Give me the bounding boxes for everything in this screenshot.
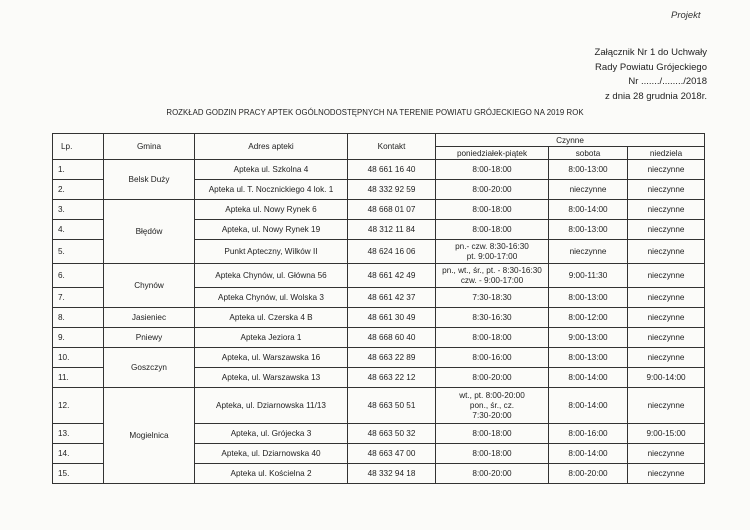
header-gmina: Gmina	[104, 134, 195, 160]
cell-lp: 14.	[53, 444, 104, 464]
cell-gmina: Belsk Duży	[104, 160, 195, 200]
table-row	[53, 200, 705, 220]
cell-weekday: 8:00-18:00	[436, 200, 549, 220]
cell-kontakt: 48 663 50 32	[348, 424, 436, 444]
cell-sunday: nieczynne	[628, 264, 705, 288]
cell-weekday	[436, 264, 549, 288]
table-header-row	[53, 134, 705, 147]
header-adres: Adres apteki	[195, 134, 348, 160]
cell-adres: Apteka ul. Nowy Rynek 6	[195, 200, 348, 220]
cell-gmina: Mogielnica	[104, 388, 195, 484]
cell-lp: 13.	[53, 424, 104, 444]
weekday-line: pt. 9:00-17:00	[466, 251, 518, 261]
cell-sunday: nieczynne	[628, 464, 705, 484]
cell-weekday: 8:00-18:00	[436, 444, 549, 464]
cell-weekday	[436, 240, 549, 264]
cell-saturday: 9:00-11:30	[549, 264, 628, 288]
cell-kontakt: 48 668 60 40	[348, 328, 436, 348]
cell-sunday: nieczynne	[628, 180, 705, 200]
annex-line: Rady Powiatu Grójeckiego	[595, 61, 707, 73]
cell-sunday: nieczynne	[628, 388, 705, 424]
cell-lp: 6.	[53, 264, 104, 288]
cell-adres: Apteka ul. Kościelna 2	[195, 464, 348, 484]
annex-line: Załącznik Nr 1 do Uchwały	[594, 47, 707, 58]
weekday-line: 7:30-20:00	[472, 410, 512, 420]
cell-sunday: nieczynne	[628, 220, 705, 240]
cell-kontakt: 48 663 47 00	[348, 444, 436, 464]
cell-lp: 9.	[53, 328, 104, 348]
cell-adres: Apteka Jeziora 1	[195, 328, 348, 348]
cell-saturday: 9:00-13:00	[549, 328, 628, 348]
cell-lp: 4.	[53, 220, 104, 240]
weekday-line: czw. - 9:00-17:00	[460, 275, 524, 285]
cell-lp: 15.	[53, 464, 104, 484]
cell-sunday: 9:00-14:00	[628, 368, 705, 388]
cell-adres: Apteka ul. Szkolna 4	[195, 160, 348, 180]
cell-adres: Apteka, ul. Warszawska 13	[195, 368, 348, 388]
cell-weekday: 8:00-20:00	[436, 180, 549, 200]
table-row	[53, 348, 705, 368]
cell-lp: 11.	[53, 368, 104, 388]
cell-kontakt: 48 661 30 49	[348, 308, 436, 328]
cell-saturday: 8:00-12:00	[549, 308, 628, 328]
annex-line: Nr ......./......../2018	[628, 76, 707, 87]
cell-kontakt: 48 663 50 51	[348, 388, 436, 424]
cell-saturday: nieczynne	[549, 240, 628, 264]
cell-sunday: nieczynne	[628, 240, 705, 264]
cell-saturday: 8:00-14:00	[549, 200, 628, 220]
cell-adres: Apteka, ul. Dziarnowska 40	[195, 444, 348, 464]
header-lp: Lp.	[53, 134, 104, 160]
cell-weekday: 8:00-18:00	[436, 328, 549, 348]
cell-adres: Apteka, ul. Dziarnowska 11/13	[195, 388, 348, 424]
table-row	[53, 264, 705, 288]
cell-saturday: 8:00-16:00	[549, 424, 628, 444]
projekt-label: Projekt	[671, 10, 701, 21]
weekday-line: pn., wt., śr., pt. - 8:30-16:30	[442, 265, 542, 275]
header-saturday: sobota	[549, 147, 628, 160]
cell-adres: Apteka, ul. Nowy Rynek 19	[195, 220, 348, 240]
pharmacy-schedule-table	[52, 133, 705, 484]
cell-kontakt: 48 332 92 59	[348, 180, 436, 200]
cell-saturday: nieczynne	[549, 180, 628, 200]
document-title: ROZKŁAD GODZIN PRACY APTEK OGÓLNODOSTĘPNYCH NA TERENIE POWIATU GRÓJECKIEGO NA 2019 ROK	[166, 108, 584, 117]
header-czynne: Czynne	[436, 134, 705, 147]
header-weekday: poniedziałek-piątek	[436, 147, 549, 160]
cell-weekday: 8:00-18:00	[436, 424, 549, 444]
header-sunday: niedziela	[628, 147, 705, 160]
cell-sunday: nieczynne	[628, 200, 705, 220]
cell-weekday: 8:30-16:30	[436, 308, 549, 328]
cell-weekday: 7:30-18:30	[436, 288, 549, 308]
cell-adres: Apteka, ul. Warszawska 16	[195, 348, 348, 368]
cell-weekday: 8:00-20:00	[436, 368, 549, 388]
table-row	[53, 328, 705, 348]
cell-weekday: 8:00-18:00	[436, 160, 549, 180]
table-row	[53, 388, 705, 424]
cell-gmina: Błędów	[104, 200, 195, 264]
cell-sunday: nieczynne	[628, 444, 705, 464]
cell-kontakt: 48 624 16 06	[348, 240, 436, 264]
annex-line: z dnia 28 grudnia 2018r.	[605, 90, 707, 102]
cell-lp: 3.	[53, 200, 104, 220]
cell-weekday: 8:00-18:00	[436, 220, 549, 240]
cell-adres: Apteka ul. Czerska 4 B	[195, 308, 348, 328]
cell-gmina: Jasieniec	[104, 308, 195, 328]
cell-weekday: 8:00-16:00	[436, 348, 549, 368]
cell-kontakt: 48 661 42 49	[348, 264, 436, 288]
cell-kontakt: 48 661 42 37	[348, 288, 436, 308]
cell-saturday: 8:00-14:00	[549, 444, 628, 464]
cell-saturday: 8:00-14:00	[549, 388, 628, 424]
cell-saturday: 8:00-13:00	[549, 220, 628, 240]
cell-kontakt: 48 332 94 18	[348, 464, 436, 484]
cell-weekday	[436, 388, 549, 424]
cell-saturday: 8:00-14:00	[549, 368, 628, 388]
header-kontakt: Kontakt	[348, 134, 436, 160]
cell-gmina: Chynów	[104, 264, 195, 308]
weekday-line: pn.- czw. 8:30-16:30	[455, 241, 529, 251]
cell-lp: 2.	[53, 180, 104, 200]
annex-reference	[595, 46, 707, 104]
cell-kontakt: 48 668 01 07	[348, 200, 436, 220]
cell-sunday: 9:00-15:00	[628, 424, 705, 444]
cell-lp: 7.	[53, 288, 104, 308]
table-row	[53, 160, 705, 180]
weekday-line: wt., pt. 8:00-20:00	[459, 390, 525, 400]
cell-lp: 12.	[53, 388, 104, 424]
cell-lp: 1.	[53, 160, 104, 180]
cell-kontakt: 48 312 11 84	[348, 220, 436, 240]
cell-adres: Apteka Chynów, ul. Wolska 3	[195, 288, 348, 308]
cell-saturday: 8:00-13:00	[549, 160, 628, 180]
cell-sunday: nieczynne	[628, 288, 705, 308]
cell-lp: 5.	[53, 240, 104, 264]
table-row	[53, 308, 705, 328]
table-body	[53, 160, 705, 484]
cell-saturday: 8:00-20:00	[549, 464, 628, 484]
cell-adres: Apteka ul. T. Nocznickiego 4 lok. 1	[195, 180, 348, 200]
cell-adres: Punkt Apteczny, Wilków II	[195, 240, 348, 264]
cell-adres: Apteka Chynów, ul. Główna 56	[195, 264, 348, 288]
cell-sunday: nieczynne	[628, 328, 705, 348]
cell-kontakt: 48 663 22 12	[348, 368, 436, 388]
cell-saturday: 8:00-13:00	[549, 348, 628, 368]
cell-weekday: 8:00-20:00	[436, 464, 549, 484]
cell-sunday: nieczynne	[628, 348, 705, 368]
cell-lp: 8.	[53, 308, 104, 328]
cell-sunday: nieczynne	[628, 308, 705, 328]
cell-saturday: 8:00-13:00	[549, 288, 628, 308]
cell-lp: 10.	[53, 348, 104, 368]
cell-gmina: Pniewy	[104, 328, 195, 348]
cell-adres: Apteka, ul. Grójecka 3	[195, 424, 348, 444]
cell-sunday: nieczynne	[628, 160, 705, 180]
cell-kontakt: 48 663 22 89	[348, 348, 436, 368]
cell-gmina: Goszczyn	[104, 348, 195, 388]
weekday-line: pon., śr., cz.	[469, 400, 515, 410]
cell-kontakt: 48 661 16 40	[348, 160, 436, 180]
